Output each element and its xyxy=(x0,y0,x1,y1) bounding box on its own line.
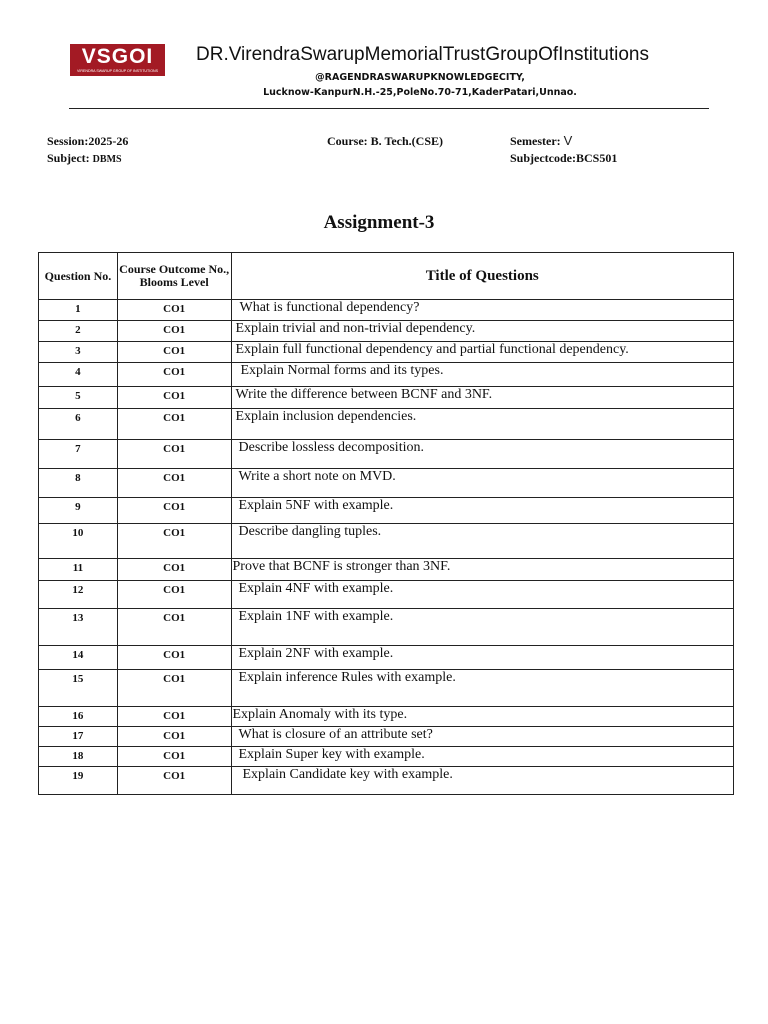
header-course-outcome: Course Outcome No., Blooms Level xyxy=(117,253,231,300)
question-number: 14 xyxy=(39,646,118,670)
logo-text: VSGOI xyxy=(81,45,154,68)
course-outcome: CO1 xyxy=(117,387,231,409)
course-label: Course: B. Tech.(CSE) xyxy=(327,134,444,148)
course-outcome: CO1 xyxy=(117,609,231,646)
logo-subtext: VIRENDRA SWARUP GROUP OF INSTITUTIONS xyxy=(76,69,158,73)
table-row xyxy=(39,670,734,707)
question-number: 11 xyxy=(39,559,118,581)
question-number: 6 xyxy=(39,409,118,440)
question-number: 15 xyxy=(39,670,118,707)
subject-value: DBMS xyxy=(92,154,122,165)
course-outcome: CO1 xyxy=(117,767,231,795)
question-text: Explain 5NF with example. xyxy=(231,498,734,524)
course-outcome: CO1 xyxy=(117,646,231,670)
table-row xyxy=(39,524,734,559)
question-number: 5 xyxy=(39,387,118,409)
question-text: Explain full functional dependency and partial functional dependency. xyxy=(231,342,734,363)
question-number: 1 xyxy=(39,300,118,321)
question-text: Explain inclusion dependencies. xyxy=(231,409,734,440)
subject-code: Subjectcode:BCS501 xyxy=(510,151,618,165)
address-line-1: @RAGENDRASWARUPKNOWLEDGECITY, xyxy=(315,72,525,83)
question-text: Explain 1NF with example. xyxy=(231,609,734,646)
question-text: What is functional dependency? xyxy=(231,300,734,321)
table-row xyxy=(39,498,734,524)
question-text: What is closure of an attribute set? xyxy=(231,727,734,747)
question-text: Explain trivial and non-trivial dependency. xyxy=(231,321,734,342)
semester-value: V xyxy=(563,133,573,148)
table-row xyxy=(39,387,734,409)
question-number: 7 xyxy=(39,440,118,469)
semester-label: Semester: xyxy=(510,134,561,148)
table-row xyxy=(39,707,734,727)
course-outcome: CO1 xyxy=(117,342,231,363)
questions-table xyxy=(38,252,734,795)
assignment-title: Assignment-3 xyxy=(323,212,435,233)
session-label: Session:2025-26 xyxy=(47,134,129,148)
table-row xyxy=(39,363,734,387)
course-outcome: CO1 xyxy=(117,409,231,440)
table-header-row xyxy=(39,253,734,300)
question-text: Explain Super key with example. xyxy=(231,747,734,767)
table-row xyxy=(39,342,734,363)
question-number: 3 xyxy=(39,342,118,363)
semester-line xyxy=(510,134,572,148)
course-outcome: CO1 xyxy=(117,524,231,559)
table-row xyxy=(39,767,734,795)
table-row xyxy=(39,609,734,646)
institution-name: DR.VirendraSwarupMemorialTrustGroupOfInstitutions xyxy=(196,44,650,65)
table-row xyxy=(39,440,734,469)
course-outcome: CO1 xyxy=(117,498,231,524)
course-outcome: CO1 xyxy=(117,727,231,747)
table-row xyxy=(39,747,734,767)
question-number: 2 xyxy=(39,321,118,342)
course-outcome: CO1 xyxy=(117,363,231,387)
question-text: Prove that BCNF is stronger than 3NF. xyxy=(231,559,734,581)
question-number: 9 xyxy=(39,498,118,524)
question-text: Explain inference Rules with example. xyxy=(231,670,734,707)
header-divider xyxy=(69,108,709,109)
course-outcome: CO1 xyxy=(117,300,231,321)
question-number: 17 xyxy=(39,727,118,747)
table-row xyxy=(39,646,734,670)
question-number: 13 xyxy=(39,609,118,646)
question-number: 12 xyxy=(39,581,118,609)
question-number: 10 xyxy=(39,524,118,559)
header-title-of-questions: Title of Questions xyxy=(231,253,734,300)
course-outcome: CO1 xyxy=(117,321,231,342)
table-row xyxy=(39,559,734,581)
course-outcome: CO1 xyxy=(117,670,231,707)
question-text: Write the difference between BCNF and 3NF. xyxy=(231,387,734,409)
table-row xyxy=(39,727,734,747)
course-outcome: CO1 xyxy=(117,469,231,498)
course-outcome: CO1 xyxy=(117,747,231,767)
table-row xyxy=(39,409,734,440)
question-number: 8 xyxy=(39,469,118,498)
question-number: 19 xyxy=(39,767,118,795)
course-outcome: CO1 xyxy=(117,707,231,727)
question-text: Explain Normal forms and its types. xyxy=(231,363,734,387)
subject-line xyxy=(47,151,122,167)
question-number: 16 xyxy=(39,707,118,727)
address-line-2: Lucknow-KanpurN.H.-25,PoleNo.70-71,KaderPatari,Unnao. xyxy=(263,87,577,98)
course-outcome: CO1 xyxy=(117,440,231,469)
table-row xyxy=(39,300,734,321)
question-text: Write a short note on MVD. xyxy=(231,469,734,498)
institution-logo xyxy=(70,44,165,76)
question-text: Describe dangling tuples. xyxy=(231,524,734,559)
question-number: 4 xyxy=(39,363,118,387)
question-text: Explain Anomaly with its type. xyxy=(231,707,734,727)
question-text: Explain Candidate key with example. xyxy=(231,767,734,795)
question-text: Explain 4NF with example. xyxy=(231,581,734,609)
course-outcome: CO1 xyxy=(117,559,231,581)
subject-label: Subject: xyxy=(47,151,90,165)
table-row xyxy=(39,469,734,498)
question-number: 18 xyxy=(39,747,118,767)
table-row xyxy=(39,321,734,342)
question-text: Explain 2NF with example. xyxy=(231,646,734,670)
header-question-no: Question No. xyxy=(39,253,118,300)
table-row xyxy=(39,581,734,609)
question-text: Describe lossless decomposition. xyxy=(231,440,734,469)
course-outcome: CO1 xyxy=(117,581,231,609)
